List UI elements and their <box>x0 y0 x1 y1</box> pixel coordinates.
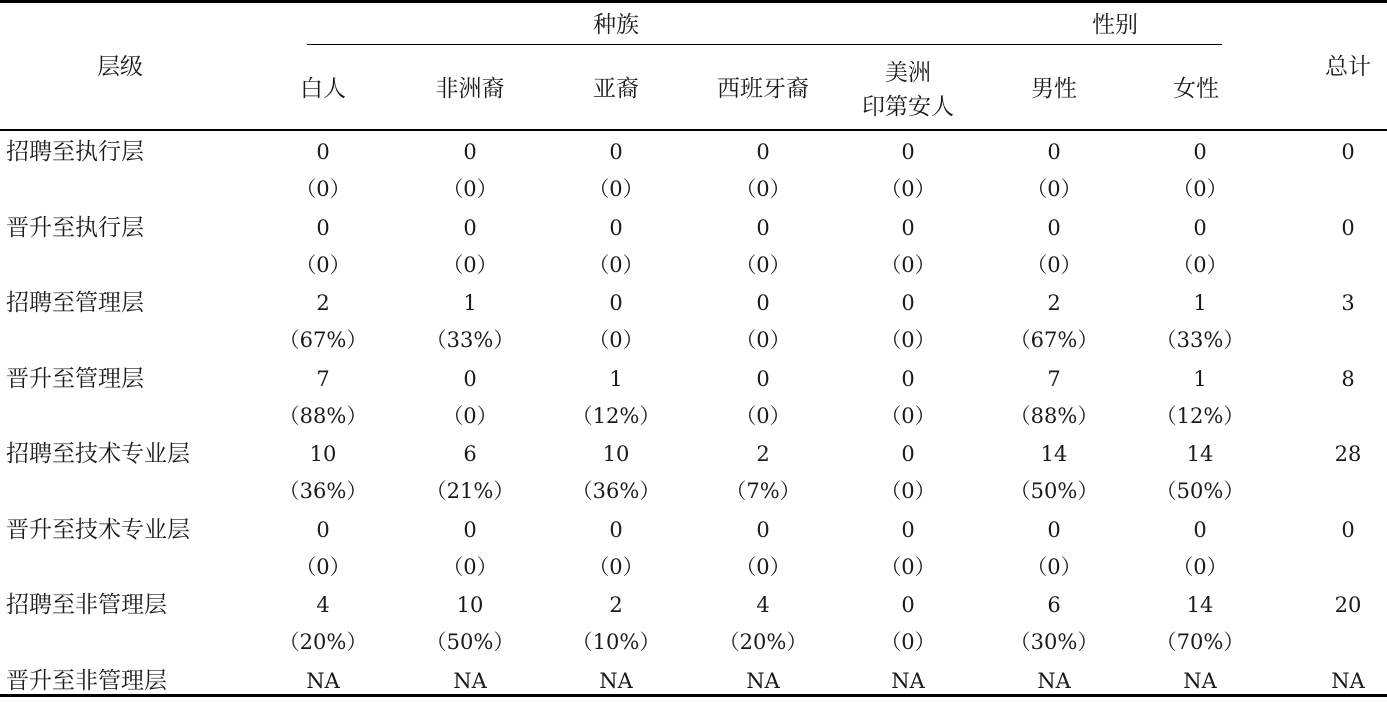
cell-percent: （67%） <box>1009 328 1099 352</box>
cell-value: 2 <box>316 291 330 315</box>
cell-value: 6 <box>463 442 477 466</box>
cell-value: 0 <box>756 367 770 391</box>
cell-value: NA <box>1037 669 1071 693</box>
cell-percent: （0） <box>1026 555 1082 579</box>
top-rule <box>0 0 1387 3</box>
cell-value: 0 <box>463 518 477 542</box>
cell-value: 2 <box>756 442 770 466</box>
cell-value: 0 <box>609 518 623 542</box>
cell-value: 7 <box>1047 367 1061 391</box>
cell-percent: （0） <box>1172 253 1228 277</box>
cell-value: 10 <box>309 442 337 466</box>
cell-value: 0 <box>1047 140 1061 164</box>
cell-percent: （0） <box>880 253 936 277</box>
cell-percent: （0） <box>735 555 791 579</box>
cell-value: NA <box>891 669 925 693</box>
cell-percent: （12%） <box>571 404 661 428</box>
row-label: 晋升至非管理层 <box>6 668 167 694</box>
cell-percent: （21%） <box>425 479 515 503</box>
cell-percent: （20%） <box>278 630 368 654</box>
cell-percent: （0） <box>880 479 936 503</box>
cell-value: 0 <box>609 291 623 315</box>
header-col-asian: 亚裔 <box>593 76 639 102</box>
cell-value: 10 <box>602 442 630 466</box>
cell-percent: （0） <box>1172 177 1228 201</box>
cell-percent: （10%） <box>571 630 661 654</box>
cell-percent: （0） <box>295 253 351 277</box>
cell-value: 10 <box>456 593 484 617</box>
cell-value: 0 <box>1193 140 1207 164</box>
cell-value: 1 <box>1193 291 1207 315</box>
cell-value: 6 <box>1047 593 1061 617</box>
cell-value: 0 <box>756 140 770 164</box>
cell-percent: （0） <box>588 555 644 579</box>
cell-percent: （0） <box>880 177 936 201</box>
header-level: 层级 <box>97 54 143 80</box>
cell-total: 3 <box>1341 291 1355 315</box>
cell-percent: （0） <box>1026 177 1082 201</box>
header-group-gender: 性别 <box>1092 12 1138 38</box>
cell-value: 0 <box>901 291 915 315</box>
cell-value: 14 <box>1186 593 1214 617</box>
row-label: 晋升至执行层 <box>6 215 144 241</box>
cell-percent: （0） <box>880 630 936 654</box>
row-label: 招聘至管理层 <box>6 290 144 316</box>
cell-percent: （0） <box>880 328 936 352</box>
cell-value: 0 <box>463 367 477 391</box>
cell-value: 0 <box>901 367 915 391</box>
cell-value: 0 <box>901 442 915 466</box>
cell-value: 0 <box>901 140 915 164</box>
header-col-white: 白人 <box>300 76 346 102</box>
cell-percent: （0） <box>735 177 791 201</box>
row-label: 招聘至技术专业层 <box>6 441 190 467</box>
cell-percent: （0） <box>588 177 644 201</box>
cell-total: 0 <box>1341 518 1355 542</box>
cell-value: 0 <box>1047 216 1061 240</box>
cell-percent: （33%） <box>425 328 515 352</box>
cell-percent: （30%） <box>1009 630 1099 654</box>
cell-percent: （50%） <box>1009 479 1099 503</box>
header-rule <box>0 129 1387 131</box>
cell-total: 28 <box>1334 442 1362 466</box>
cell-value: 14 <box>1040 442 1068 466</box>
cell-percent: （7%） <box>725 479 801 503</box>
cell-value: NA <box>1183 669 1217 693</box>
cell-value: 0 <box>463 140 477 164</box>
cell-percent: （0） <box>735 253 791 277</box>
cell-value: 0 <box>901 593 915 617</box>
cell-percent: （50%） <box>425 630 515 654</box>
cell-percent: （0） <box>735 328 791 352</box>
group-subrule <box>307 44 1222 45</box>
cell-percent: （0） <box>295 555 351 579</box>
cell-value: NA <box>306 669 340 693</box>
cell-value: 0 <box>463 216 477 240</box>
cell-percent: （0） <box>588 253 644 277</box>
cell-percent: （0） <box>442 253 498 277</box>
cell-total: 8 <box>1341 367 1355 391</box>
cell-value: 0 <box>1193 216 1207 240</box>
cell-percent: （50%） <box>1155 479 1245 503</box>
cell-value: 0 <box>756 518 770 542</box>
cell-value: 2 <box>1047 291 1061 315</box>
cell-value: 0 <box>901 518 915 542</box>
cell-value: 0 <box>756 291 770 315</box>
cell-value: 4 <box>756 593 770 617</box>
header-group-race: 种族 <box>593 12 639 38</box>
cell-value: 1 <box>609 367 623 391</box>
row-label: 晋升至管理层 <box>6 366 144 392</box>
cell-value: NA <box>599 669 633 693</box>
cell-value: NA <box>746 669 780 693</box>
cell-percent: （88%） <box>278 404 368 428</box>
cell-value: 14 <box>1186 442 1214 466</box>
cell-percent: （36%） <box>571 479 661 503</box>
cell-value: 0 <box>316 518 330 542</box>
header-col-male: 男性 <box>1031 76 1077 102</box>
cell-percent: （0） <box>442 404 498 428</box>
cell-percent: （20%） <box>718 630 808 654</box>
cell-total: 0 <box>1341 140 1355 164</box>
header-col-native-line2: 印第安人 <box>862 94 954 120</box>
header-col-female: 女性 <box>1173 76 1219 102</box>
cell-value: 2 <box>609 593 623 617</box>
cell-total: NA <box>1331 669 1365 693</box>
cell-percent: （0） <box>588 328 644 352</box>
cell-total: 0 <box>1341 216 1355 240</box>
cell-value: 0 <box>316 216 330 240</box>
cell-percent: （12%） <box>1155 404 1245 428</box>
header-col-native-line1: 美洲 <box>885 60 931 86</box>
cell-value: 7 <box>316 367 330 391</box>
row-label: 招聘至非管理层 <box>6 592 167 618</box>
cell-percent: （0） <box>735 404 791 428</box>
cell-value: NA <box>453 669 487 693</box>
cell-value: 0 <box>316 140 330 164</box>
cell-value: 4 <box>316 593 330 617</box>
cell-total: 20 <box>1334 593 1362 617</box>
header-col-african: 非洲裔 <box>435 76 505 102</box>
cell-value: 0 <box>901 216 915 240</box>
cell-value: 0 <box>609 216 623 240</box>
cell-percent: （67%） <box>278 328 368 352</box>
cell-value: 1 <box>1193 367 1207 391</box>
header-total: 总计 <box>1325 54 1371 80</box>
cell-percent: （0） <box>880 404 936 428</box>
header-col-hispanic: 西班牙裔 <box>717 76 809 102</box>
cell-percent: （0） <box>295 177 351 201</box>
cell-value: 0 <box>609 140 623 164</box>
cell-percent: （0） <box>1026 253 1082 277</box>
cell-value: 0 <box>1047 518 1061 542</box>
row-label: 招聘至执行层 <box>6 139 144 165</box>
cell-value: 1 <box>463 291 477 315</box>
cell-percent: （0） <box>442 177 498 201</box>
cell-percent: （0） <box>1172 555 1228 579</box>
cell-percent: （70%） <box>1155 630 1245 654</box>
cell-value: 0 <box>1193 518 1207 542</box>
cell-percent: （33%） <box>1155 328 1245 352</box>
row-label: 晋升至技术专业层 <box>6 517 190 543</box>
cell-percent: （88%） <box>1009 404 1099 428</box>
cell-value: 0 <box>756 216 770 240</box>
cell-percent: （36%） <box>278 479 368 503</box>
cell-percent: （0） <box>442 555 498 579</box>
cell-percent: （0） <box>880 555 936 579</box>
